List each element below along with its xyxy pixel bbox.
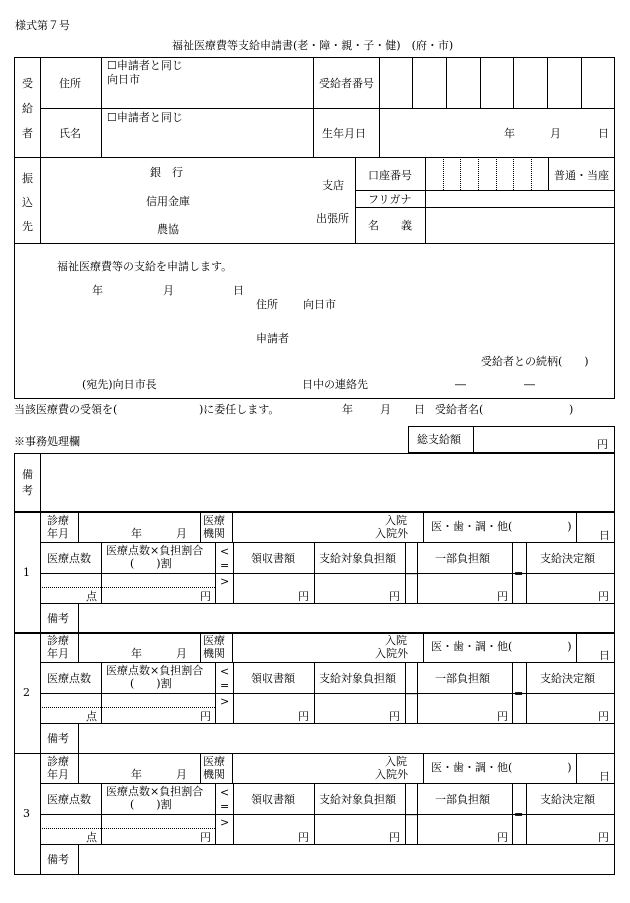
consult-month-unit: 月: [176, 647, 187, 660]
points-ratio-label: 医療点数×負担割合: [106, 544, 204, 557]
target-yen-unit: 円: [389, 831, 400, 844]
partial-yen-unit: 円: [497, 710, 508, 723]
form-number: 様式第７号: [15, 19, 70, 32]
agri-coop-label: 農協: [157, 223, 179, 236]
decision-amount-label: 支給決定額: [540, 552, 595, 565]
decision-yen-unit: 円: [598, 590, 609, 603]
consult-year-unit: 年: [131, 647, 142, 660]
claim-block-1: [0, 512, 630, 634]
institution-label-2: 機関: [203, 647, 225, 660]
institution-label-2: 機関: [203, 768, 225, 781]
inpatient-label[interactable]: 入院: [385, 514, 407, 527]
office-branch-label: 出張所: [316, 212, 349, 225]
points-unit: 点: [86, 590, 97, 603]
applicant-label: 申請者: [256, 332, 289, 345]
target-burden-label: 支給対象負担額: [319, 793, 396, 806]
institution-label-1: 医療: [203, 634, 225, 647]
delegation-year-unit: 年: [342, 403, 353, 416]
applicant-address-label: 住所: [256, 298, 278, 311]
category-options[interactable]: 医・歯・調・他( ): [431, 520, 572, 533]
transfer-label-3: 先: [22, 220, 33, 233]
institution-label-2: 機関: [203, 527, 225, 540]
app-year-unit: 年: [92, 284, 103, 297]
equal-symbol: =: [220, 679, 230, 692]
ratio-yen-unit: 円: [200, 590, 211, 603]
inpatient-label[interactable]: 入院: [385, 755, 407, 768]
less-than-symbol: <: [220, 545, 230, 558]
birth-year-unit: 年: [504, 127, 515, 140]
less-than-symbol: <: [220, 665, 230, 678]
consult-month-label: 年月: [47, 768, 69, 781]
points-ratio-label: 医療点数×負担割合: [106, 664, 204, 677]
equal-symbol: =: [220, 559, 230, 572]
consult-year-unit: 年: [131, 768, 142, 781]
office-remarks-label-1: 備: [22, 468, 33, 481]
receipt-amount-label: 領収書額: [251, 793, 295, 806]
decision-yen-unit: 円: [598, 831, 609, 844]
block-number: 3: [23, 807, 30, 820]
delegation-text-end: )に委任します。: [199, 403, 280, 416]
minus-symbol: ―: [406, 808, 417, 821]
applicant-city: 向日市: [303, 298, 336, 311]
receipt-yen-unit: 円: [298, 710, 309, 723]
transfer-label-2: 込: [22, 196, 33, 209]
partial-burden-label: 一部負担額: [435, 793, 490, 806]
days-unit: 日: [599, 529, 610, 542]
institution-label-1: 医療: [203, 514, 225, 527]
target-yen-unit: 円: [389, 710, 400, 723]
receipt-yen-unit: 円: [298, 831, 309, 844]
decision-amount-label: 支給決定額: [540, 672, 595, 685]
inpatient-label[interactable]: 入院: [385, 634, 407, 647]
birth-date-label: 生年月日: [322, 127, 366, 140]
total-payment-yen: 円: [597, 438, 608, 451]
equal-symbol: =: [220, 800, 230, 813]
institution-label-1: 医療: [203, 755, 225, 768]
outpatient-label[interactable]: 入院外: [375, 527, 408, 540]
address-label: 住所: [59, 77, 81, 90]
holder-label: 名 義: [368, 219, 412, 232]
receipt-yen-unit: 円: [298, 590, 309, 603]
block-number: 2: [23, 686, 30, 699]
decision-amount-label: 支給決定額: [540, 793, 595, 806]
consult-month-label: 年月: [47, 527, 69, 540]
category-options[interactable]: 医・歯・調・他( ): [431, 761, 572, 774]
office-remarks-label-2: 考: [22, 484, 33, 497]
consult-month-label: 年月: [47, 647, 69, 660]
category-options[interactable]: 医・歯・調・他( ): [431, 640, 572, 653]
claim-block-2: [0, 632, 630, 754]
total-payment-label: 総支給額: [417, 433, 461, 446]
form-title: 福祉医療費等支給申請書(老・障・親・子・健) (府・市): [172, 39, 454, 52]
points-ratio-label: 医療点数×負担割合: [106, 785, 204, 798]
burden-ratio-label: ( )割: [130, 557, 172, 570]
receipt-amount-label: 領収書額: [251, 672, 295, 685]
account-number-label: 口座番号: [368, 169, 412, 182]
office-remarks-box: [14, 453, 615, 512]
ratio-yen-unit: 円: [200, 831, 211, 844]
block-remarks-label: 備考: [47, 853, 69, 866]
block-number: 1: [23, 566, 30, 579]
consult-year-unit: 年: [131, 527, 142, 540]
days-unit: 日: [599, 649, 610, 662]
less-than-symbol: <: [220, 786, 230, 799]
minus-symbol: ―: [406, 567, 417, 580]
partial-yen-unit: 円: [497, 831, 508, 844]
consult-label: 診療: [47, 634, 69, 647]
equals-symbol: =: [514, 687, 524, 700]
outpatient-label[interactable]: 入院外: [375, 768, 408, 781]
furigana-label: フリガナ: [368, 193, 412, 206]
address-city: 向日市: [107, 73, 140, 86]
relation-label: 受給者との続柄( ): [481, 355, 589, 368]
greater-than-symbol: >: [220, 575, 230, 588]
contact-dash-2: ―: [524, 378, 535, 391]
partial-yen-unit: 円: [497, 590, 508, 603]
same-as-applicant-checkbox-2[interactable]: ☐申請者と同じ: [107, 111, 183, 124]
addressee: (宛先)向日市長: [82, 378, 157, 391]
burden-ratio-label: ( )割: [130, 798, 172, 811]
target-burden-label: 支給対象負担額: [319, 672, 396, 685]
birth-month-unit: 月: [550, 127, 561, 140]
recipient-label-1: 受: [22, 77, 33, 90]
name-label: 氏名: [59, 127, 81, 140]
claim-block-3: [0, 753, 630, 875]
ratio-yen-unit: 円: [200, 710, 211, 723]
recipient-label-2: 給: [22, 102, 33, 115]
partial-burden-label: 一部負担額: [435, 552, 490, 565]
target-yen-unit: 円: [389, 590, 400, 603]
credit-union-label: 信用金庫: [146, 195, 190, 208]
contact-dash-1: ―: [455, 378, 466, 391]
consult-month-unit: 月: [176, 768, 187, 781]
outpatient-label[interactable]: 入院外: [375, 647, 408, 660]
partial-burden-label: 一部負担額: [435, 672, 490, 685]
block-remarks-label: 備考: [47, 732, 69, 745]
office-use-label: ※事務処理欄: [14, 435, 80, 448]
decision-yen-unit: 円: [598, 710, 609, 723]
transfer-label-1: 振: [22, 172, 33, 185]
points-unit: 点: [86, 710, 97, 723]
medical-points-label: 医療点数: [47, 552, 91, 565]
birth-day-unit: 日: [598, 127, 609, 140]
daytime-contact-label: 日中の連絡先: [302, 378, 368, 391]
delegation-recipient-name: 受給者名(: [435, 403, 484, 416]
consult-label: 診療: [47, 755, 69, 768]
branch-label: 支店: [322, 179, 344, 192]
consult-label: 診療: [47, 514, 69, 527]
delegation-month-unit: 月: [380, 403, 391, 416]
greater-than-symbol: >: [220, 816, 230, 829]
medical-points-label: 医療点数: [47, 793, 91, 806]
days-unit: 日: [599, 770, 610, 783]
same-as-applicant-checkbox-1[interactable]: ☐申請者と同じ: [107, 59, 183, 72]
app-day-unit: 日: [233, 284, 244, 297]
application-statement: 福祉医療費等の支給を申請します。: [57, 260, 233, 273]
recipient-number-label: 受給者番号: [319, 77, 374, 90]
recipient-label-3: 者: [22, 127, 33, 140]
consult-month-unit: 月: [176, 527, 187, 540]
delegation-text-start: 当該医療費の受領を(: [14, 403, 118, 416]
points-unit: 点: [86, 831, 97, 844]
greater-than-symbol: >: [220, 695, 230, 708]
equals-symbol: =: [514, 808, 524, 821]
delegation-close-paren: ): [569, 403, 574, 416]
burden-ratio-label: ( )割: [130, 677, 172, 690]
minus-symbol: ―: [406, 687, 417, 700]
bank-label: 銀 行: [150, 166, 183, 179]
target-burden-label: 支給対象負担額: [319, 552, 396, 565]
account-type[interactable]: 普通・当座: [554, 169, 609, 182]
medical-points-label: 医療点数: [47, 672, 91, 685]
receipt-amount-label: 領収書額: [251, 552, 295, 565]
block-remarks-label: 備考: [47, 612, 69, 625]
delegation-day-unit: 日: [414, 403, 425, 416]
equals-symbol: =: [514, 567, 524, 580]
app-month-unit: 月: [163, 284, 174, 297]
